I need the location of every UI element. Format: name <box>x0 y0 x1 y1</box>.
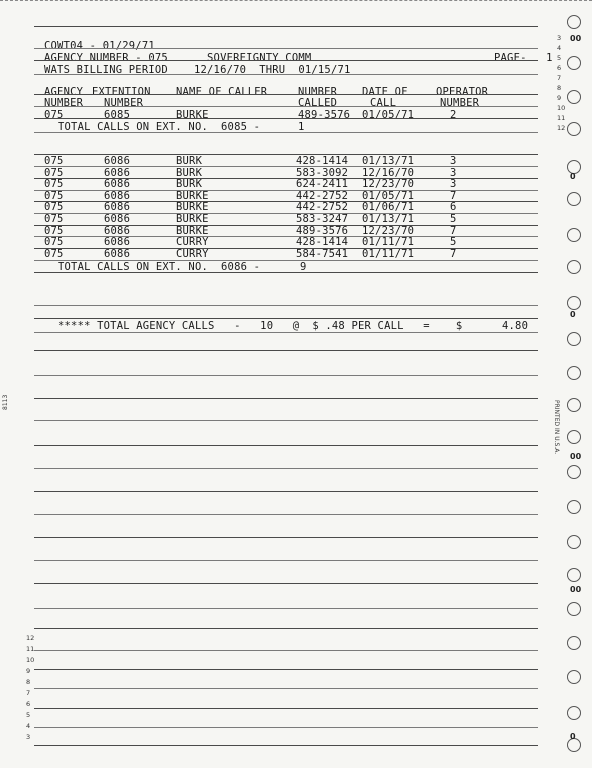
line-number: 10 <box>26 656 35 664</box>
cell-date: 12/23/70 <box>362 224 415 237</box>
col-agency-2: NUMBER <box>44 97 84 109</box>
edge-mark: 0 <box>570 172 576 181</box>
rule-line <box>34 708 538 709</box>
agency-total-amount: 4.80 <box>502 320 529 332</box>
cell-caller: BURK <box>176 155 203 167</box>
cell-extension: 6086 <box>104 178 131 191</box>
edge-mark: 00 <box>570 452 582 461</box>
cell-agency: 075 <box>44 224 64 237</box>
rule-line <box>34 213 538 214</box>
page-label: PAGE- 1 <box>494 52 553 64</box>
cell-extension: 6086 <box>104 236 131 249</box>
tractor-hole <box>567 465 581 479</box>
line-number: 5 <box>557 54 562 62</box>
line-number: 9 <box>26 667 31 675</box>
cell-caller: BURK <box>176 166 203 179</box>
cell-number: 442-2752 <box>296 189 349 202</box>
rule-line <box>34 332 538 333</box>
col-number-2: CALLED <box>298 97 338 109</box>
rule-line <box>34 106 538 107</box>
cell-operator: 2 <box>450 109 457 121</box>
cell-agency: 075 <box>44 109 64 121</box>
col-date: DATE OF <box>362 86 408 98</box>
line-number: 7 <box>557 74 562 82</box>
cell-agency: 075 <box>44 155 64 167</box>
rule-line <box>34 491 538 492</box>
cell-operator: 3 <box>450 178 457 191</box>
cell-number: 583-3092 <box>296 166 349 179</box>
col-number: NUMBER <box>298 86 338 98</box>
cell-operator: 5 <box>450 236 457 249</box>
cell-operator: 3 <box>450 155 457 167</box>
cell-date: 01/11/71 <box>362 236 415 249</box>
rule-line <box>34 375 538 376</box>
cell-extension: 6086 <box>104 224 131 237</box>
rule-line <box>34 537 538 538</box>
cell-extension: 6086 <box>104 189 131 202</box>
tractor-hole <box>567 535 581 549</box>
billing-period: WATS BILLING PERIOD 12/16/70 THRU 01/15/71 <box>44 64 351 76</box>
cell-caller: CURRY <box>176 247 209 260</box>
cell-caller: BURK <box>176 178 203 191</box>
col-extension: EXTENTION <box>92 86 151 98</box>
tractor-hole <box>567 332 581 346</box>
tractor-hole <box>567 122 581 136</box>
cell-date: 01/13/71 <box>362 155 415 167</box>
cell-number: 428-1414 <box>296 155 349 167</box>
group-total-label: TOTAL CALLS ON EXT. NO. 6085 - <box>58 121 261 133</box>
line-number: 6 <box>26 700 31 708</box>
cell-extension: 6086 <box>104 247 131 260</box>
col-operator-2: NUMBER <box>440 97 480 109</box>
rule-line <box>34 48 538 49</box>
cell-agency: 075 <box>44 178 64 191</box>
cell-date: 01/11/71 <box>362 247 415 260</box>
cell-agency: 075 <box>44 236 64 249</box>
cell-number: 489-3576 <box>296 224 349 237</box>
rule-line <box>34 628 538 629</box>
rule-line <box>34 350 538 351</box>
tractor-hole <box>567 56 581 70</box>
report-id: COWT04 - 01/29/71 <box>44 40 155 52</box>
rule-line <box>34 560 538 561</box>
rule-line <box>34 225 538 226</box>
cell-date: 12/16/70 <box>362 166 415 179</box>
tractor-hole <box>567 430 581 444</box>
cell-date: 01/06/71 <box>362 201 415 214</box>
line-number: 6 <box>557 64 562 72</box>
cell-number: 584-7541 <box>296 247 349 260</box>
printed-in-usa: PRINTED IN U.S.A. <box>553 400 560 455</box>
tractor-hole <box>567 15 581 29</box>
cell-extension: 6086 <box>104 166 131 179</box>
edge-mark: 0 <box>570 310 576 319</box>
line-number: 4 <box>26 722 31 730</box>
cell-operator: 5 <box>450 213 457 225</box>
rule-line <box>34 118 538 119</box>
rule-line <box>34 60 538 61</box>
cell-operator: 6 <box>450 201 457 214</box>
line-number: 3 <box>26 733 31 741</box>
rule-line <box>34 420 538 421</box>
cell-date: 01/13/71 <box>362 213 415 225</box>
tractor-hole <box>567 192 581 206</box>
cell-number: 624-2411 <box>296 178 349 191</box>
tractor-hole <box>567 398 581 412</box>
group-total-label: TOTAL CALLS ON EXT. NO. 6086 - <box>58 261 261 273</box>
col-operator: OPERATOR <box>436 86 489 98</box>
tractor-hole <box>567 706 581 720</box>
cell-agency: 075 <box>44 166 64 179</box>
tractor-hole <box>567 602 581 616</box>
tractor-hole <box>567 670 581 684</box>
line-number: 3 <box>557 34 562 42</box>
rule-line <box>34 305 538 306</box>
cell-agency: 075 <box>44 189 64 202</box>
rule-line <box>34 468 538 469</box>
agency-total-line: ***** TOTAL AGENCY CALLS - 10 @ $ .48 PER CALL = $ <box>58 320 463 332</box>
cell-date: 01/05/71 <box>362 109 415 121</box>
tractor-hole <box>567 260 581 274</box>
col-date-2: CALL <box>370 97 397 109</box>
cell-agency: 075 <box>44 213 64 225</box>
rule-line <box>34 745 538 746</box>
tractor-hole <box>567 366 581 380</box>
cell-caller: BURKE <box>176 213 209 225</box>
line-number: 11 <box>26 645 35 653</box>
rule-line <box>34 260 538 261</box>
tractor-hole <box>567 500 581 514</box>
line-number: 4 <box>557 44 562 52</box>
rule-line <box>34 727 538 728</box>
cell-caller: BURKE <box>176 224 209 237</box>
group-total-value: 9 <box>300 261 307 273</box>
line-number: 5 <box>26 711 31 719</box>
col-agency: AGENCY <box>44 86 84 98</box>
rule-line <box>34 26 538 27</box>
cell-agency: 075 <box>44 201 64 214</box>
cell-caller: CURRY <box>176 236 209 249</box>
cell-number: 489-3576 <box>298 109 351 121</box>
line-number: 8 <box>557 84 562 92</box>
cell-date: 01/05/71 <box>362 189 415 202</box>
perforation-line <box>0 0 592 1</box>
tractor-hole <box>567 228 581 242</box>
edge-mark: 00 <box>570 34 582 43</box>
rule-line <box>34 650 538 651</box>
rule-line <box>34 190 538 191</box>
cell-operator: 7 <box>450 224 457 237</box>
cell-caller: BURKE <box>176 109 209 121</box>
rule-line <box>34 688 538 689</box>
rule-line <box>34 583 538 584</box>
rule-line <box>34 514 538 515</box>
cell-extension: 6086 <box>104 213 131 225</box>
rule-line <box>34 669 538 670</box>
line-number: 10 <box>557 104 566 112</box>
cell-caller: BURKE <box>176 201 209 214</box>
line-number: 9 <box>557 94 562 102</box>
cell-operator: 3 <box>450 166 457 179</box>
rule-line <box>34 166 538 167</box>
tractor-hole <box>567 636 581 650</box>
line-number: 7 <box>26 689 31 697</box>
col-extension-2: NUMBER <box>104 97 144 109</box>
rule-line <box>34 248 538 249</box>
form-code: 8113 <box>2 394 9 410</box>
rule-line <box>34 94 538 95</box>
rule-line <box>34 318 538 319</box>
tractor-hole <box>567 568 581 582</box>
tractor-hole <box>567 90 581 104</box>
line-number: 12 <box>557 124 566 132</box>
rule-line <box>34 608 538 609</box>
line-number: 8 <box>26 678 31 686</box>
tractor-hole <box>567 296 581 310</box>
rule-line <box>34 178 538 179</box>
rule-line <box>34 445 538 446</box>
rule-line <box>34 74 538 75</box>
group-total-value: 1 <box>298 121 305 133</box>
cell-number: 428-1414 <box>296 236 349 249</box>
rule-line <box>34 201 538 202</box>
edge-mark: 00 <box>570 585 582 594</box>
cell-extension: 6086 <box>104 201 131 214</box>
agency-line: AGENCY NUMBER - 075 SOVEREIGNTY COMM <box>44 52 312 64</box>
col-caller: NAME OF CALLER <box>176 86 268 98</box>
rule-line <box>34 236 538 237</box>
edge-mark: 0 <box>570 732 576 741</box>
cell-number: 583-3247 <box>296 213 349 225</box>
rule-line <box>34 154 538 155</box>
cell-extension: 6085 <box>104 109 131 121</box>
cell-operator: 7 <box>450 189 457 202</box>
cell-extension: 6086 <box>104 155 131 167</box>
line-number: 11 <box>557 114 566 122</box>
line-number: 12 <box>26 634 35 642</box>
cell-date: 12/23/70 <box>362 178 415 191</box>
cell-operator: 7 <box>450 247 457 260</box>
cell-number: 442-2752 <box>296 201 349 214</box>
rule-line <box>34 398 538 399</box>
rule-line <box>34 132 538 133</box>
cell-caller: BURKE <box>176 189 209 202</box>
cell-agency: 075 <box>44 247 64 260</box>
rule-line <box>34 272 538 273</box>
